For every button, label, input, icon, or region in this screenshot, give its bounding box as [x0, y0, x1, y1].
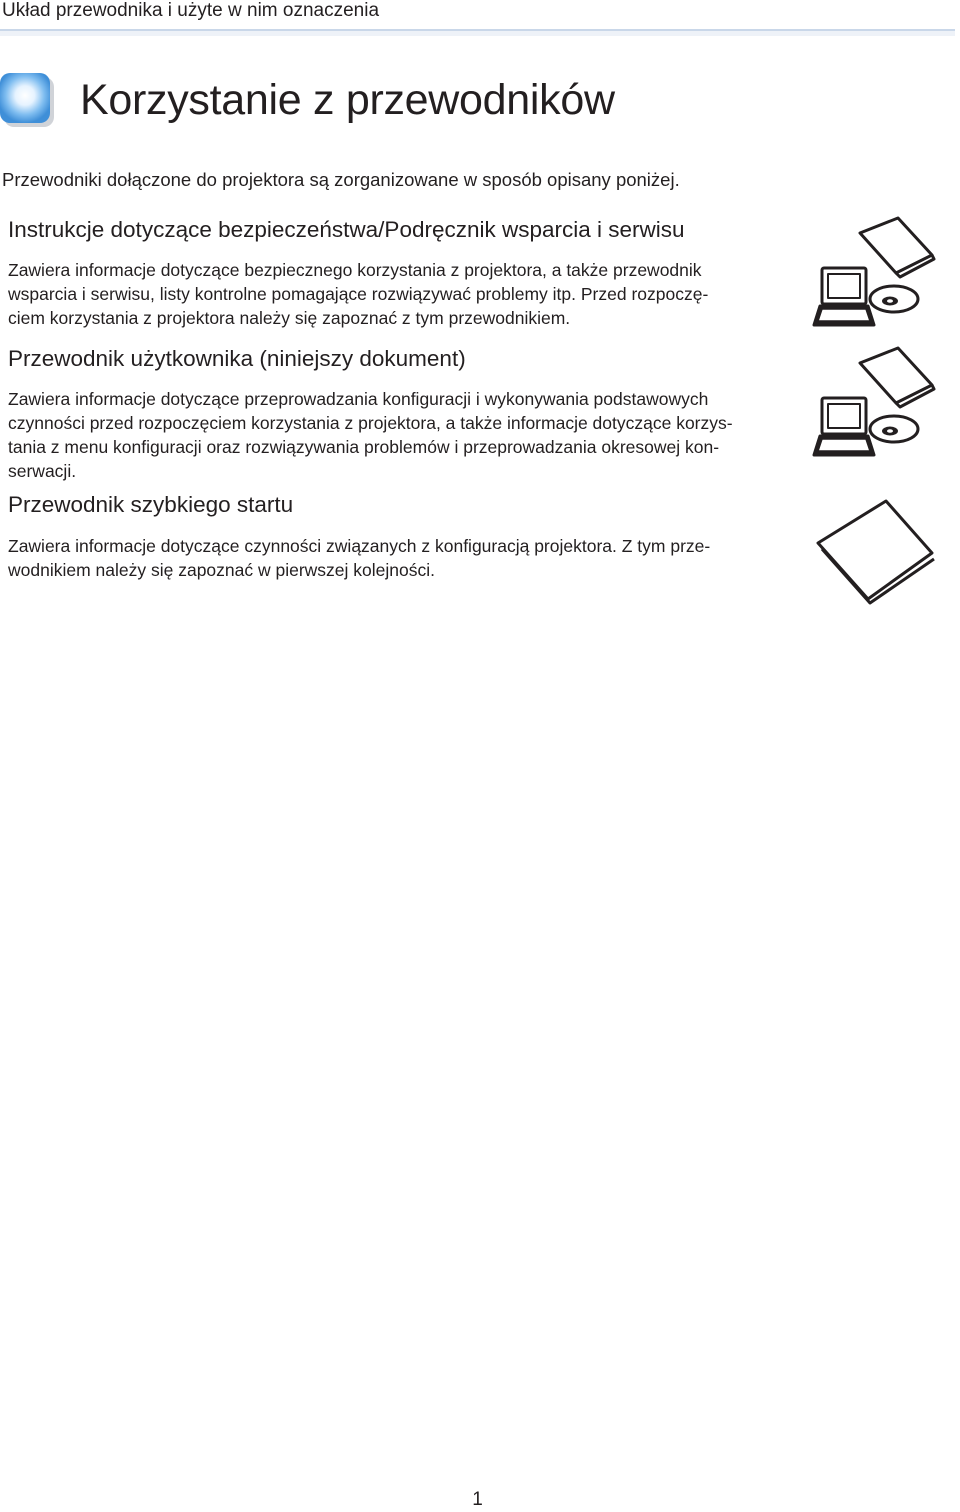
intro-text: Przewodniki dołączone do projektora są zorganizowane w sposób opisany poniżej.	[2, 169, 680, 190]
body-line: Zawiera informacje dotyczące bezpiecznego korzystania z projektora, a także przewodnik	[8, 260, 702, 280]
section-body-safety	[8, 258, 798, 330]
body-line: Zawiera informacje dotyczące czynności związanych z konfiguracją projektora. Z tym prze-	[8, 536, 711, 556]
body-line: czynności przed rozpoczęciem korzystania z projektora, a także informacje dotyczące korzys-	[8, 413, 733, 433]
body-line: tania z menu konfiguracji oraz rozwiązywania problemów i przeprowadzania okresowej kon-	[8, 437, 720, 457]
page-title: Korzystanie z przewodników	[80, 76, 615, 124]
body-line: ciem korzystania z projektora należy się zapoznać z tym przewodnikiem.	[8, 308, 571, 328]
paper-sheet-icon	[808, 495, 938, 605]
body-line: serwacji.	[8, 461, 77, 481]
manual-laptop-cd-icon	[808, 345, 938, 460]
header-rule	[0, 29, 955, 36]
section-body-user-guide	[8, 387, 798, 483]
section-heading-safety: Instrukcje dotyczące bezpieczeństwa/Podręcznik wsparcia i serwisu	[8, 217, 685, 242]
section-heading-quick-start: Przewodnik szybkiego startu	[8, 492, 294, 517]
section-heading-user-guide: Przewodnik użytkownika (niniejszy dokument)	[8, 346, 466, 371]
body-line: Zawiera informacje dotyczące przeprowadzania konfiguracji i wykonywania podstawowych	[8, 389, 709, 409]
manual-laptop-cd-icon	[808, 215, 938, 330]
page-number: 1	[472, 1489, 483, 1510]
section-body-quick-start	[8, 534, 798, 582]
chapter-bullet-icon	[0, 71, 54, 127]
body-line: wodnikiem należy się zapoznać w pierwszej kolejności.	[8, 560, 435, 580]
running-header: Układ przewodnika i użyte w nim oznaczenia	[2, 0, 380, 21]
body-line: wsparcia i serwisu, listy kontrolne pomagające rozwiązywać problemy itp. Przed rozpoczę-	[8, 284, 709, 304]
